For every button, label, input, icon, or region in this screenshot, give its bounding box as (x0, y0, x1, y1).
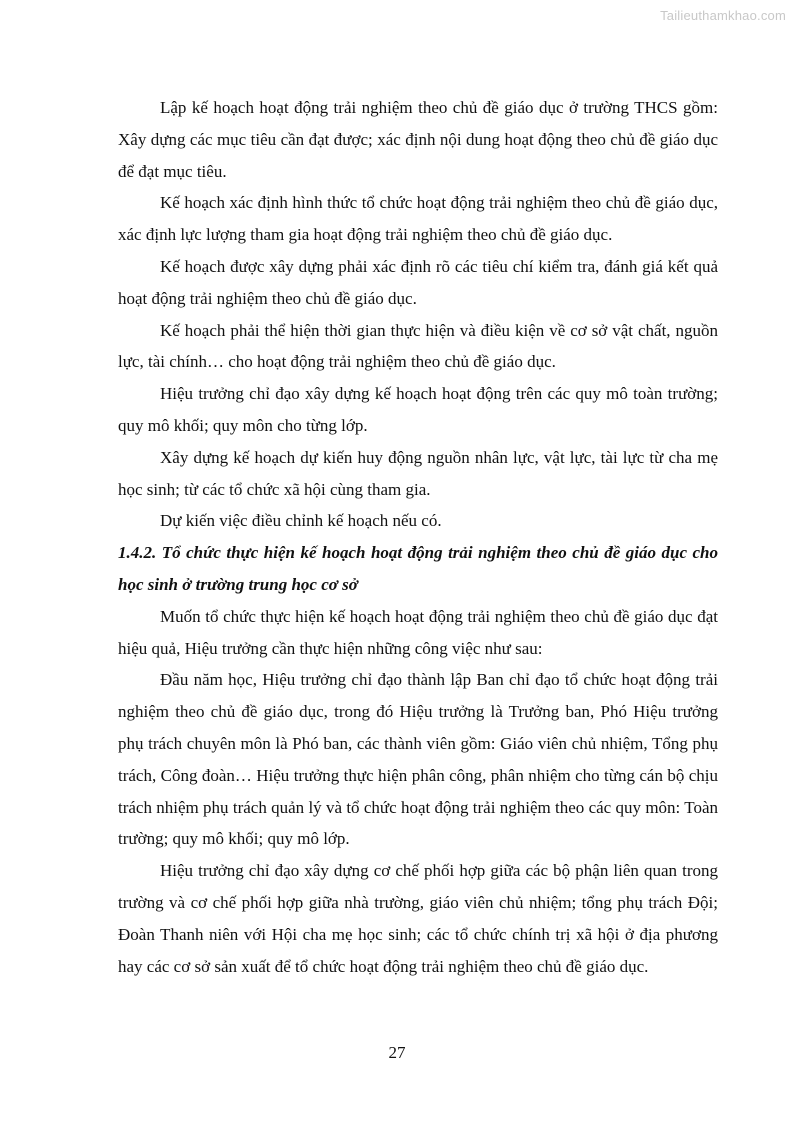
watermark: Tailieuthamkhao.com (660, 8, 786, 23)
paragraph: Kế hoạch phải thể hiện thời gian thực hiện và điều kiện về cơ sở vật chất, nguồn lực, tài chính… cho hoạt động trải nghiệm theo chủ đề giáo dục. (118, 320, 718, 372)
section-heading: 1.4.2. Tổ chức thực hiện kế hoạch hoạt động trải nghiệm theo chủ đề giáo dục cho học sinh ở trường trung học cơ sở (118, 543, 718, 594)
page-number: 27 (388, 1043, 406, 1062)
paragraph: Muốn tổ chức thực hiện kế hoạch hoạt động trải nghiệm theo chủ đề giáo dục đạt hiệu quả, Hiệu trưởng cần thực hiện những công việc như sau: (118, 606, 718, 658)
paragraph: Dự kiến việc điều chỉnh kế hoạch nếu có. (160, 511, 442, 531)
paragraph: Đầu năm học, Hiệu trưởng chỉ đạo thành lập Ban chỉ đạo tổ chức hoạt động trải nghiệm theo chủ đề giáo dục, trong đó Hiệu trưởng là Trưởng ban, Phó Hiệu trưởng phụ trách chuyên môn là Phó ban, các thành viên gồm: Giáo viên chủ nhiệm, Tổng phụ trách, Công đoàn… Hiệu trưởng thực hiện phân công, phân nhiệm cho từng cán bộ chịu trách nhiệm phụ trách quản lý và tổ chức hoạt động trải nghiệm theo các quy môn: Toàn trường; quy mô khối; quy mô lớp. (118, 670, 718, 849)
paragraph: Hiệu trưởng chỉ đạo xây dựng kế hoạch hoạt động trên các quy mô toàn trường; quy mô khối; quy môn cho từng lớp. (118, 384, 718, 435)
page-body (118, 92, 718, 982)
paragraph: Xây dựng kế hoạch dự kiến huy động nguồn nhân lực, vật lực, tài lực từ cha mẹ học sinh; từ các tổ chức xã hội cùng tham gia. (118, 447, 718, 499)
paragraph: Kế hoạch xác định hình thức tổ chức hoạt động trải nghiệm theo chủ đề giáo dục, xác định lực lượng tham gia hoạt động trải nghiệm theo chủ đề giáo dục. (118, 193, 718, 245)
paragraph: Hiệu trưởng chỉ đạo xây dựng cơ chế phối hợp giữa các bộ phận liên quan trong trường và cơ chế phối hợp giữa nhà trường, giáo viên chủ nhiệm; tổng phụ trách Đội; Đoàn Thanh niên với Hội cha mẹ học sinh; các tổ chức chính trị xã hội ở địa phương hay các cơ sở sản xuất để tổ chức hoạt động trải nghiệm theo chủ đề giáo dục. (118, 861, 718, 976)
paragraph: Kế hoạch được xây dựng phải xác định rõ các tiêu chí kiểm tra, đánh giá kết quả hoạt động trải nghiệm theo chủ đề giáo dục. (118, 256, 718, 308)
paragraph: Lập kế hoạch hoạt động trải nghiệm theo chủ đề giáo dục ở trường THCS gồm: Xây dựng các mục tiêu cần đạt được; xác định nội dung hoạt động theo chủ đề giáo dục để đạt mục tiêu. (118, 98, 718, 181)
